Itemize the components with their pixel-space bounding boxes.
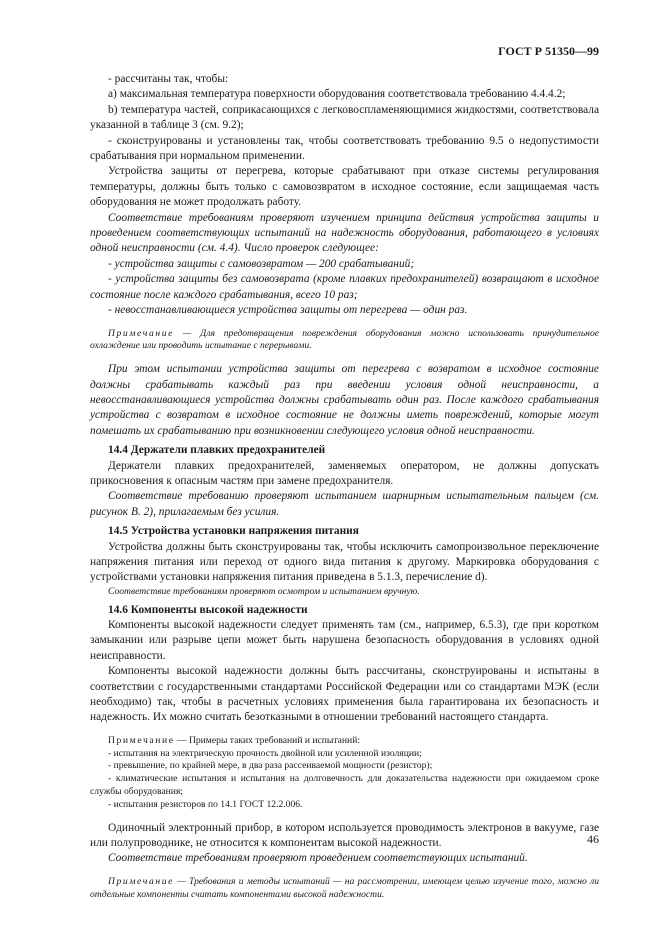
note-label: Примечание <box>108 734 175 746</box>
note-2-item-2: - превышение, по крайней мере, в два раза рассеиваемой мощности (резистор); <box>108 760 433 772</box>
note-text: — Примеры таких требований и испытаний: <box>174 734 360 746</box>
note-1 <box>90 328 599 354</box>
paragraph-high-reliability: Компоненты высокой надежности следует применять там (см., например, 6.5.3), где при коротком замыкании или разрыве цепи может быть нарушена безопасность оборудования в условиях одной неисправности. <box>90 618 599 662</box>
check-item-3: - невосстанавливающиеся устройства защиты от перегрева — один раз. <box>108 304 468 317</box>
list-intro: - рассчитаны так, чтобы: <box>108 73 229 85</box>
note-label: Примечание <box>108 327 174 339</box>
list-item-a: a) максимальная температура поверхности оборудования соответствовала требованию 4.4.4.2; <box>108 88 566 101</box>
list-item-dash: - сконструированы и установлены так, чтобы соответствовать требованию 9.5 о недопустимости срабатывания при нормальном применении. <box>90 134 599 163</box>
note-label: Примечание <box>108 875 174 887</box>
compliance-text: Соответствие требованиям проверяют изучением принципа действия устройства защиты и проведением соответствующих испытаний на надежность оборудования, работающего в условиях одной неисправности (см. 4.4). Число проверок следующее: <box>90 211 599 255</box>
compliance-text: Соответствие требованию проверяют испытанием шарнирным испытательным пальцем (см. рисунок В. 2), прилагаемым без усилия. <box>90 490 599 518</box>
section-heading-14-6: 14.6 Компоненты высокой надежности <box>108 603 308 616</box>
paragraph-voltage-setting: Устройства должны быть сконструированы так, чтобы исключить самопроизвольное переключение напряжения питания или переход от одного вида питания к другому. Маркировка оборудования с устройствами установки напряжения питания приведена в 5.1.3, перечисление d). <box>90 540 599 584</box>
note-2 <box>90 735 599 748</box>
section-heading-14-5: 14.5 Устройства установки напряжения питания <box>108 525 359 538</box>
section-heading-14-4: 14.4 Держатели плавких предохранителей <box>108 444 326 457</box>
standard-header: ГОСТ Р 51350—99 <box>498 44 599 58</box>
list-item-b: b) температура частей, соприкасающихся с легковоспламеняющимися жидкостями, соответствовала указанной в таблице 3 (см. 9.2); <box>90 103 599 132</box>
compliance-text: Соответствие требованиям проверяют проведением соответствующих испытаний. <box>108 852 528 865</box>
paragraph-overheat: Устройства защиты от перегрева, которые срабатывают при отказе системы регулирования температуры, должны быть только с самовозвратом в исходное состояние, если защищаемая часть оборудования не может продолжать работу. <box>90 165 599 209</box>
note-text: — Для предотвращения повреждения оборудования можно использовать принудительное охлаждение или проводить испытание с перерывами. <box>90 327 599 352</box>
compliance-text: Соответствие требованиям проверяют осмотром и испытанием вручную. <box>108 585 420 597</box>
note-3 <box>90 876 599 902</box>
paragraph-high-reliability-2: Компоненты высокой надежности должны быть рассчитаны, сконструированы и испытаны в соответствии с государственными стандартами Российской Федерации или со стандартами МЭК (если необходимо) так, чтобы в расчетных условиях применения была гарантирована их безопасность и надежность. Их можно считать безотказными в отношении требований настоящего стандарта. <box>90 665 599 724</box>
paragraph-test-conditions: При этом испытании устройства защиты от перегрева с возвратом в исходное состояние должны срабатывать каждый раз при введении условия одной неисправности, а невосстанавливающиеся устройства должны срабатывать один раз. После каждого срабатывания устройства с возвратом в исходное состояние не должны иметь повреждений, которые могут помешать их срабатыванию при возникновении следующего условия одной неисправности. <box>90 363 599 437</box>
check-item-2: - устройства защиты без самовозврата (кроме плавких предохранителей) возвращают в исходное состояние после каждого срабатывания, всего 10 раз; <box>90 273 599 301</box>
note-2-item-3: - климатические испытания и испытания на долговечность для доказательства надежности при ожидаемом сроке службы оборудования; <box>90 773 599 798</box>
page-number: 46 <box>587 832 599 846</box>
paragraph-fuse-holders: Держатели плавких предохранителей, заменяемых оператором, не должны допускать прикосновения к опасным частям при замене предохранителя. <box>90 459 599 487</box>
page-content <box>90 72 599 901</box>
paragraph-electron-device: Одиночный электронный прибор, в котором используется проводимость электронов в вакууме, газе или полупроводнике, не относится к компонентам высокой надежности. <box>90 821 599 850</box>
note-2-item-1: - испытания на электрическую прочность двойной или усиленной изоляции; <box>108 747 422 759</box>
check-item-1: - устройства защиты с самовозвратом — 200 срабатываний; <box>108 257 415 270</box>
note-2-item-4: - испытания резисторов по 14.1 ГОСТ 12.2.006. <box>108 798 303 810</box>
note-text: — Требования и методы испытаний — на рассмотрении, имеющем целью изучение того, можно ли отдельные компоненты считать компонентами высокой надежности. <box>90 875 599 900</box>
